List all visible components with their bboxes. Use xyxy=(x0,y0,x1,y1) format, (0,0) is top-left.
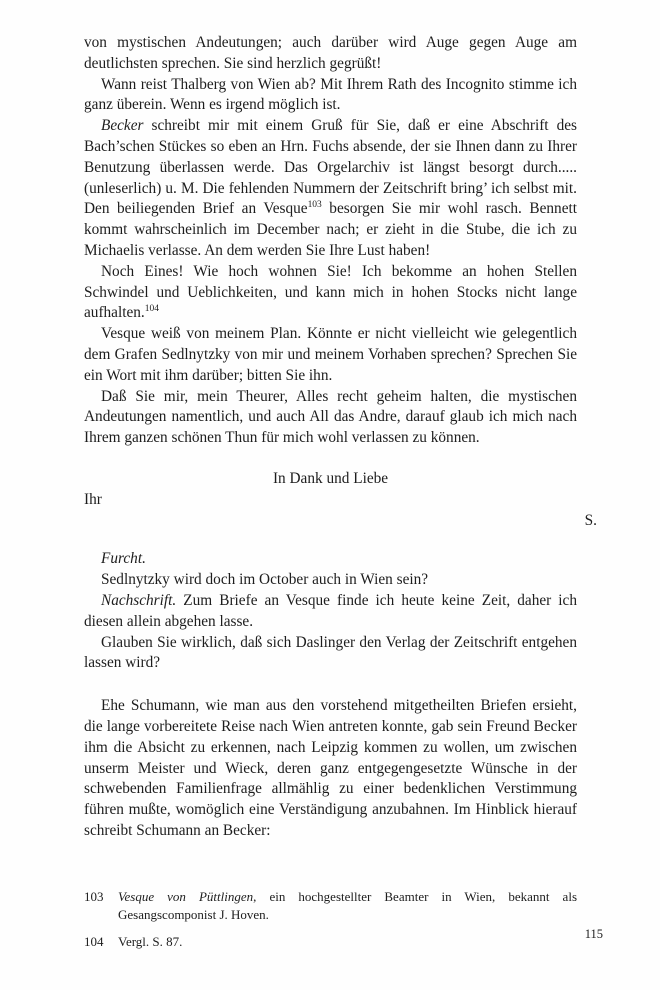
footnote-number: 103 xyxy=(84,888,104,904)
letter-paragraph xyxy=(84,387,577,449)
text-segment: besorgen Sie mir wohl rasch. Bennett kommt wahrscheinlich im December nach; er zieht in die Stube, die ich zu Michaelis verlasse. An dem werden Sie Ihre Lust haben! xyxy=(84,200,577,259)
postscript xyxy=(84,549,577,674)
text-segment: Noch Eines! Wie hoch wohnen Sie! Ich bekomme an hohen Stellen Schwindel und Ueblichkeiten, und kann mich in hohen Stocks nicht lange aufhalten. xyxy=(84,262,577,322)
text-segment: Daß Sie mir, mein Theurer, Alles recht geheim halten, die mystischen Andeutungen namentlich, und auch All das Andre, darauf glaub ich mich nach Ihrem ganzen schönen Thun für mich wohl verlassen zu können. xyxy=(84,387,577,447)
footnote-text xyxy=(118,888,577,925)
letter-paragraph xyxy=(84,33,577,75)
footnotes xyxy=(84,888,577,952)
text-segment: , ein hochgestellter Beamter in Wien, bekannt als Gesangscomponist J. Hoven. xyxy=(118,888,578,923)
footnote xyxy=(84,888,577,925)
page-number: 115 xyxy=(584,927,603,941)
text-segment: Wann reist Thalberg von Wien ab? Mit Ihrem Rath des Incognito stimme ich ganz überein. Wenn es irgend möglich ist. xyxy=(84,75,577,114)
postscript-paragraph xyxy=(84,591,577,633)
footnote xyxy=(84,933,577,952)
footnote-ref: 104 xyxy=(144,304,159,315)
postscript-paragraph xyxy=(84,549,577,570)
letter-paragraph xyxy=(84,75,577,117)
letter-paragraph xyxy=(84,324,577,386)
postscript-paragraph xyxy=(84,570,577,591)
editorial-paragraph xyxy=(84,696,577,842)
valediction xyxy=(84,469,597,531)
postscript-paragraph xyxy=(84,633,577,675)
text-segment: Furcht. xyxy=(101,550,146,568)
text-segment: von mystischen Andeutungen; auch darüber wird Auge gegen Auge am deutlichsten sprechen. Sie sind herzlich gegrüßt! xyxy=(84,34,577,72)
text-segment: Sedlnytzky wird doch im October auch in Wien sein? xyxy=(101,571,429,589)
valediction-signature: S. xyxy=(584,511,597,529)
text-segment: Glauben Sie wirklich, daß sich Daslinger den Verlag der Zeitschrift entgehen lassen wird? xyxy=(84,633,577,672)
footnote-ref: 103 xyxy=(307,200,322,211)
text-segment: Becker xyxy=(101,117,144,135)
text-segment: Vergl. S. 87. xyxy=(118,933,183,949)
footnote-text xyxy=(118,933,577,952)
valediction-from: Ihr xyxy=(84,490,102,508)
text-segment: schreibt mir mit einem Gruß für Sie, daß er eine Abschrift des Bach’schen Stückes so eben an Hrn. Fuchs absende, der sie Ihnen dann zu Ihrer Benutzung überlassen werde. Das Orgelarchiv ist längst besorgt durch..... (unleserlich) u. M. Die fehlenden Nummern der Zeitschrift bring’ ich selbst mit. Den beiliegenden Brief an Vesque xyxy=(84,117,577,218)
text-segment: Ehe Schumann, wie man aus den vorstehend mitgetheilten Briefen ersieht, die lange vorbereitete Reise nach Wien antreten konnte, gab sein Freund Becker ihm die Absicht zu erkennen, nach Leipzig kommen zu wollen, um zwischen unserm Meister und Wieck, deren ganz entgegengesetzte Wünsche in der schwebenden Familienfrage allmählig zu einer bedenklichen Verstimmung führen mußte, womöglich eine Verständigung anzubahnen. Im Hinblick hierauf schreibt Schumann an Becker: xyxy=(84,697,577,839)
editorial-commentary xyxy=(84,696,577,842)
text-segment: Zum Briefe an Vesque finde ich heute keine Zeit, daher ich diesen allein abgehen lasse. xyxy=(84,591,577,630)
valediction-closing: In Dank und Liebe xyxy=(272,469,389,487)
footnote-number: 104 xyxy=(84,933,104,949)
text-segment: Vesque von Püttlingen xyxy=(118,888,254,904)
letter-paragraph xyxy=(84,262,577,324)
text-segment: Vesque weiß von meinem Plan. Könnte er nicht vielleicht wie gelegentlich dem Grafen Sedlnytzky von mir und meinem Vorhaben sprechen? Sprechen Sie ein Wort mit ihm darüber; bitten Sie ihn. xyxy=(84,325,577,384)
text-segment: Nachschrift. xyxy=(101,591,177,609)
letter-body xyxy=(84,33,577,449)
letter-paragraph xyxy=(84,116,577,262)
